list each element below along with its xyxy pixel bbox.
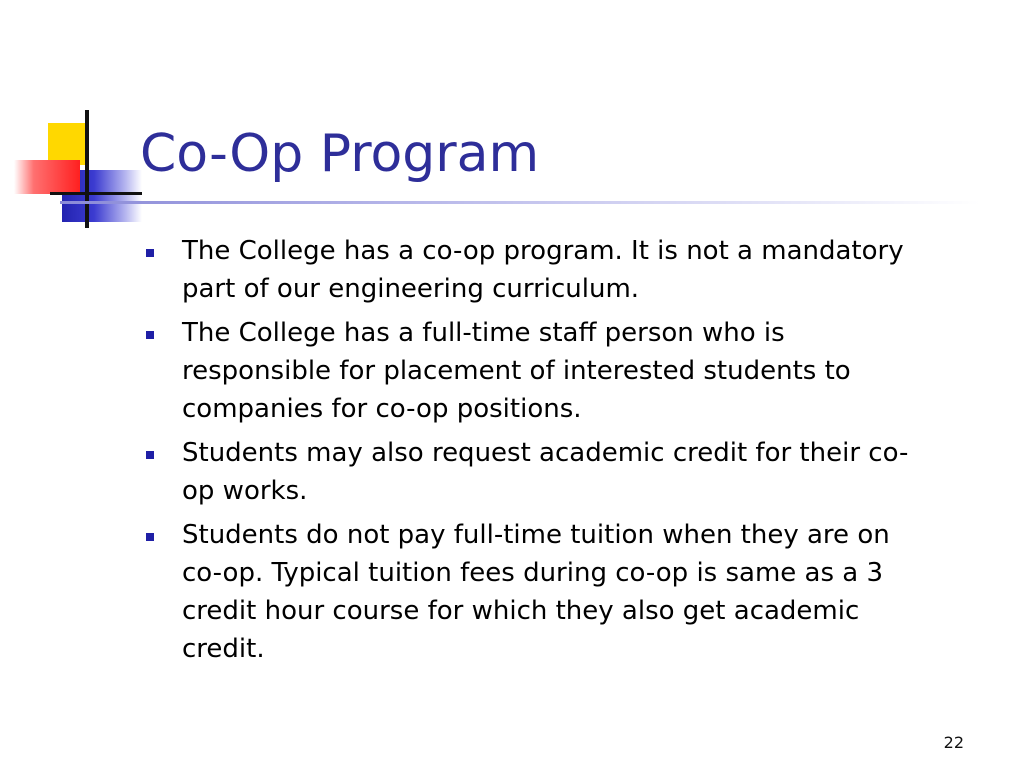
slide-title: Co-Op Program [140,124,540,184]
bullet-item [144,516,934,668]
logo-horizontal-line [50,192,142,195]
logo-red-square [14,160,80,194]
square-bullet-icon [146,249,154,257]
logo-vertical-line [85,110,89,228]
square-bullet-icon [146,451,154,459]
page-number: 22 [943,733,964,752]
bullet-item [144,232,934,308]
title-underline-divider [60,201,980,204]
square-bullet-icon [146,533,154,541]
logo-yellow-square [48,123,88,165]
bullet-item [144,434,934,510]
bullet-text: Students may also request academic credit for their co-op works. [182,438,909,506]
bullet-item [144,314,934,428]
bullet-list [144,232,934,674]
bullet-text: The College has a full-time staff person who is responsible for placement of interested students to companies for co-op positions. [182,318,851,424]
bullet-text: The College has a co-op program. It is not a mandatory part of our engineering curriculum. [182,236,904,304]
square-bullet-icon [146,331,154,339]
bullet-text: Students do not pay full-time tuition when they are on co-op. Typical tuition fees during co-op is same as a 3 credit hour course for which they also get academic credit. [182,520,890,664]
